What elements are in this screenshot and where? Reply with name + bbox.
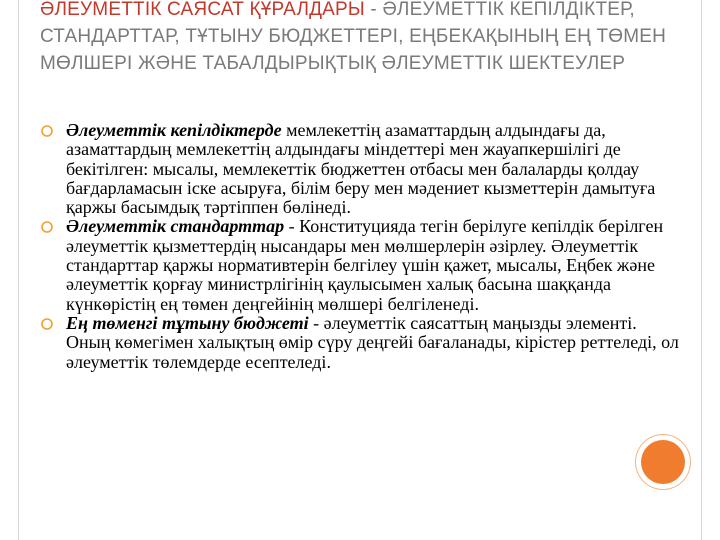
- slide-right-border: [701, 0, 702, 540]
- circle-bullet-icon: [40, 124, 54, 138]
- circle-bullet-icon: [40, 317, 54, 331]
- bullet-term: Әлеуметтік стандарттар: [66, 216, 285, 237]
- bullet-text: мемлекеттің азаматтардың алдындағы да, азаматтардың мемлекеттің алдындағы міндеттері мен жауапкершілігі де бекітілген: мысалы, мемлекеттік бюджеттен отбасы мен балаларды қолдау бағдарламасын іске асыруға, білім беру мен мәдениет кызметтерін дамытуға қаржы басымдық тәртіппен бөлінеді.: [66, 120, 656, 218]
- decorative-circle: [641, 440, 685, 484]
- bullet-text: - Конституцияда тегін берілуге кепілдік берілген әлеуметтік қызметтердің нысандары мен мөлшерлерін әзірлеу. Әлеуметтік стандарттар қаржы нормативтерін белгілеу үшін қажет, мысалы, Еңбек және әлеуметтік қорғау министрлігінің қаулысымен халық басына шаққанда күнкөрістің ең төмен деңгейінің мөлшері белгіленеді.: [66, 216, 664, 314]
- bullet-item-standards: [40, 217, 680, 313]
- slide-left-border: [18, 0, 19, 540]
- bullet-term: Әлеуметтік кепілдіктерде: [66, 120, 282, 140]
- slide-title: [40, 0, 700, 77]
- bullet-term: Ең төменгі тұтыну бюджеті: [66, 312, 309, 333]
- bullet-text: - әлеуметтік саясаттың маңызды элементі. Оның көмегімен халықтың өмір сүру деңгейі бағаланады, кірістер реттеледі, ол әлеуметтік төлемдерде есептеледі.: [66, 312, 679, 372]
- bullet-item-guarantees: [40, 121, 680, 217]
- bullet-list: [40, 121, 680, 372]
- slide-title-accent: ӘЛЕУМЕТТІК САЯСАТ ҚҰРАЛДАРЫ: [40, 0, 365, 20]
- bullet-item-min-budget: [40, 314, 680, 372]
- slide-title-rest: - ӘЛЕУМЕТТІК КЕПІЛДІКТЕР, СТАНДАРТТАР, ТҰТЫНУ БЮДЖЕТТЕРІ, ЕҢБЕКАҚЫНЫҢ ЕҢ ТӨМЕН МӨЛШЕРІ ЖӘНЕ ТАБАЛДЫРЫҚТЫҚ ӘЛЕУМЕТТІК ШЕКТЕУЛЕР: [40, 0, 667, 74]
- circle-bullet-icon: [40, 220, 54, 234]
